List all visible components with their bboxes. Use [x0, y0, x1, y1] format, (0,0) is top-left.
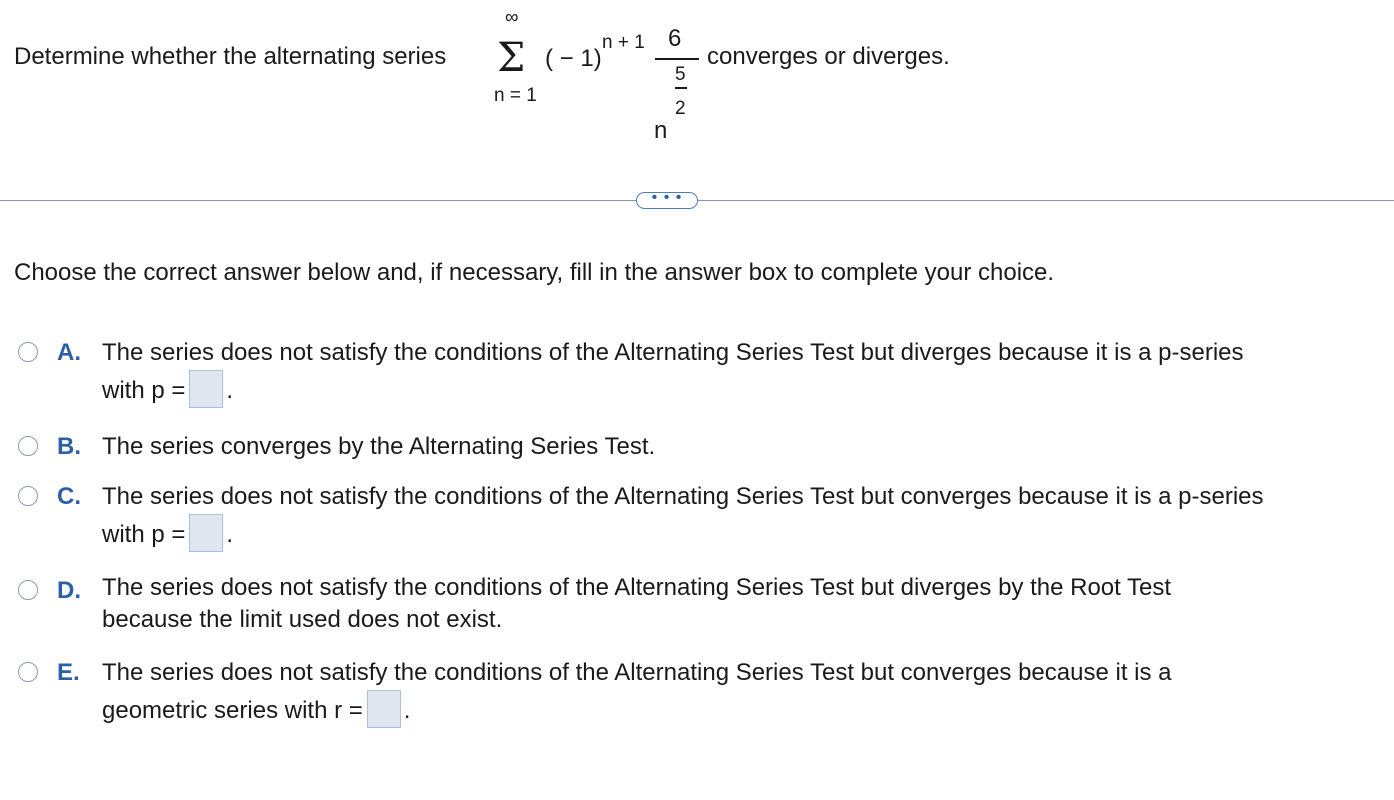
exponent-denominator: 2 [675, 98, 686, 119]
fraction-numerator: 6 [668, 25, 682, 52]
option-a-text [102, 334, 1244, 411]
option-b[interactable] [18, 431, 1378, 467]
option-e-letter: E. [57, 659, 80, 686]
option-e-line2-prefix: geometric series with r = [102, 697, 363, 724]
alternating-term: ( − 1) [545, 45, 602, 72]
option-d[interactable] [18, 575, 1318, 639]
sum-lower-limit: n = 1 [494, 85, 537, 106]
option-a[interactable] [18, 337, 1378, 413]
option-b-letter: B. [57, 433, 81, 460]
more-button[interactable]: • • • [636, 192, 698, 209]
option-e-line1: The series does not satisfy the conditions of the Alternating Series Test but converges because it is a [102, 659, 1172, 686]
option-c-letter: C. [57, 483, 81, 510]
option-b-text [102, 428, 655, 466]
option-c-line1: The series does not satisfy the conditions of the Alternating Series Test but converges because it is a p-series [102, 483, 1264, 510]
option-a-letter: A. [57, 339, 81, 366]
option-d-line2: because the limit used does not exist. [102, 606, 503, 633]
instruction-text: Choose the correct answer below and, if necessary, fill in the answer box to complete your choice. [14, 259, 1055, 286]
radio-a[interactable] [18, 342, 38, 362]
option-c[interactable] [18, 481, 1388, 557]
radio-c[interactable] [18, 486, 38, 506]
option-a-line1: The series does not satisfy the conditions of the Alternating Series Test but diverges because it is a p-series [102, 339, 1244, 366]
sum-upper-limit: ∞ [505, 7, 519, 28]
question-prefix: Determine whether the alternating series [14, 43, 447, 70]
option-d-letter: D. [57, 577, 81, 604]
option-e-period: . [403, 697, 411, 724]
answer-box-c[interactable] [189, 514, 223, 552]
option-c-period: . [226, 521, 234, 548]
option-a-line2-prefix: with p = [102, 377, 186, 404]
radio-e[interactable] [18, 662, 38, 682]
alternating-exponent: n + 1 [602, 32, 645, 53]
question-suffix: converges or diverges. [707, 43, 950, 70]
option-e-text [102, 654, 1172, 731]
option-d-line1: The series does not satisfy the conditions of the Alternating Series Test but diverges by the Root Test [102, 574, 1172, 601]
denominator-base: n [654, 117, 668, 144]
option-d-text [102, 572, 1171, 636]
radio-b[interactable] [18, 436, 38, 456]
exponent-numerator: 5 [675, 64, 686, 85]
fraction-bar [655, 58, 699, 60]
answer-box-a[interactable] [189, 370, 223, 408]
option-e[interactable] [18, 657, 1318, 733]
option-c-text [102, 478, 1264, 555]
option-a-period: . [226, 377, 234, 404]
option-c-line2-prefix: with p = [102, 521, 186, 548]
answer-box-e[interactable] [367, 690, 401, 728]
sigma-symbol: Σ [497, 35, 526, 81]
option-b-line1: The series converges by the Alternating Series Test. [102, 433, 656, 460]
exponent-fraction-bar [675, 87, 687, 89]
radio-d[interactable] [18, 580, 38, 600]
